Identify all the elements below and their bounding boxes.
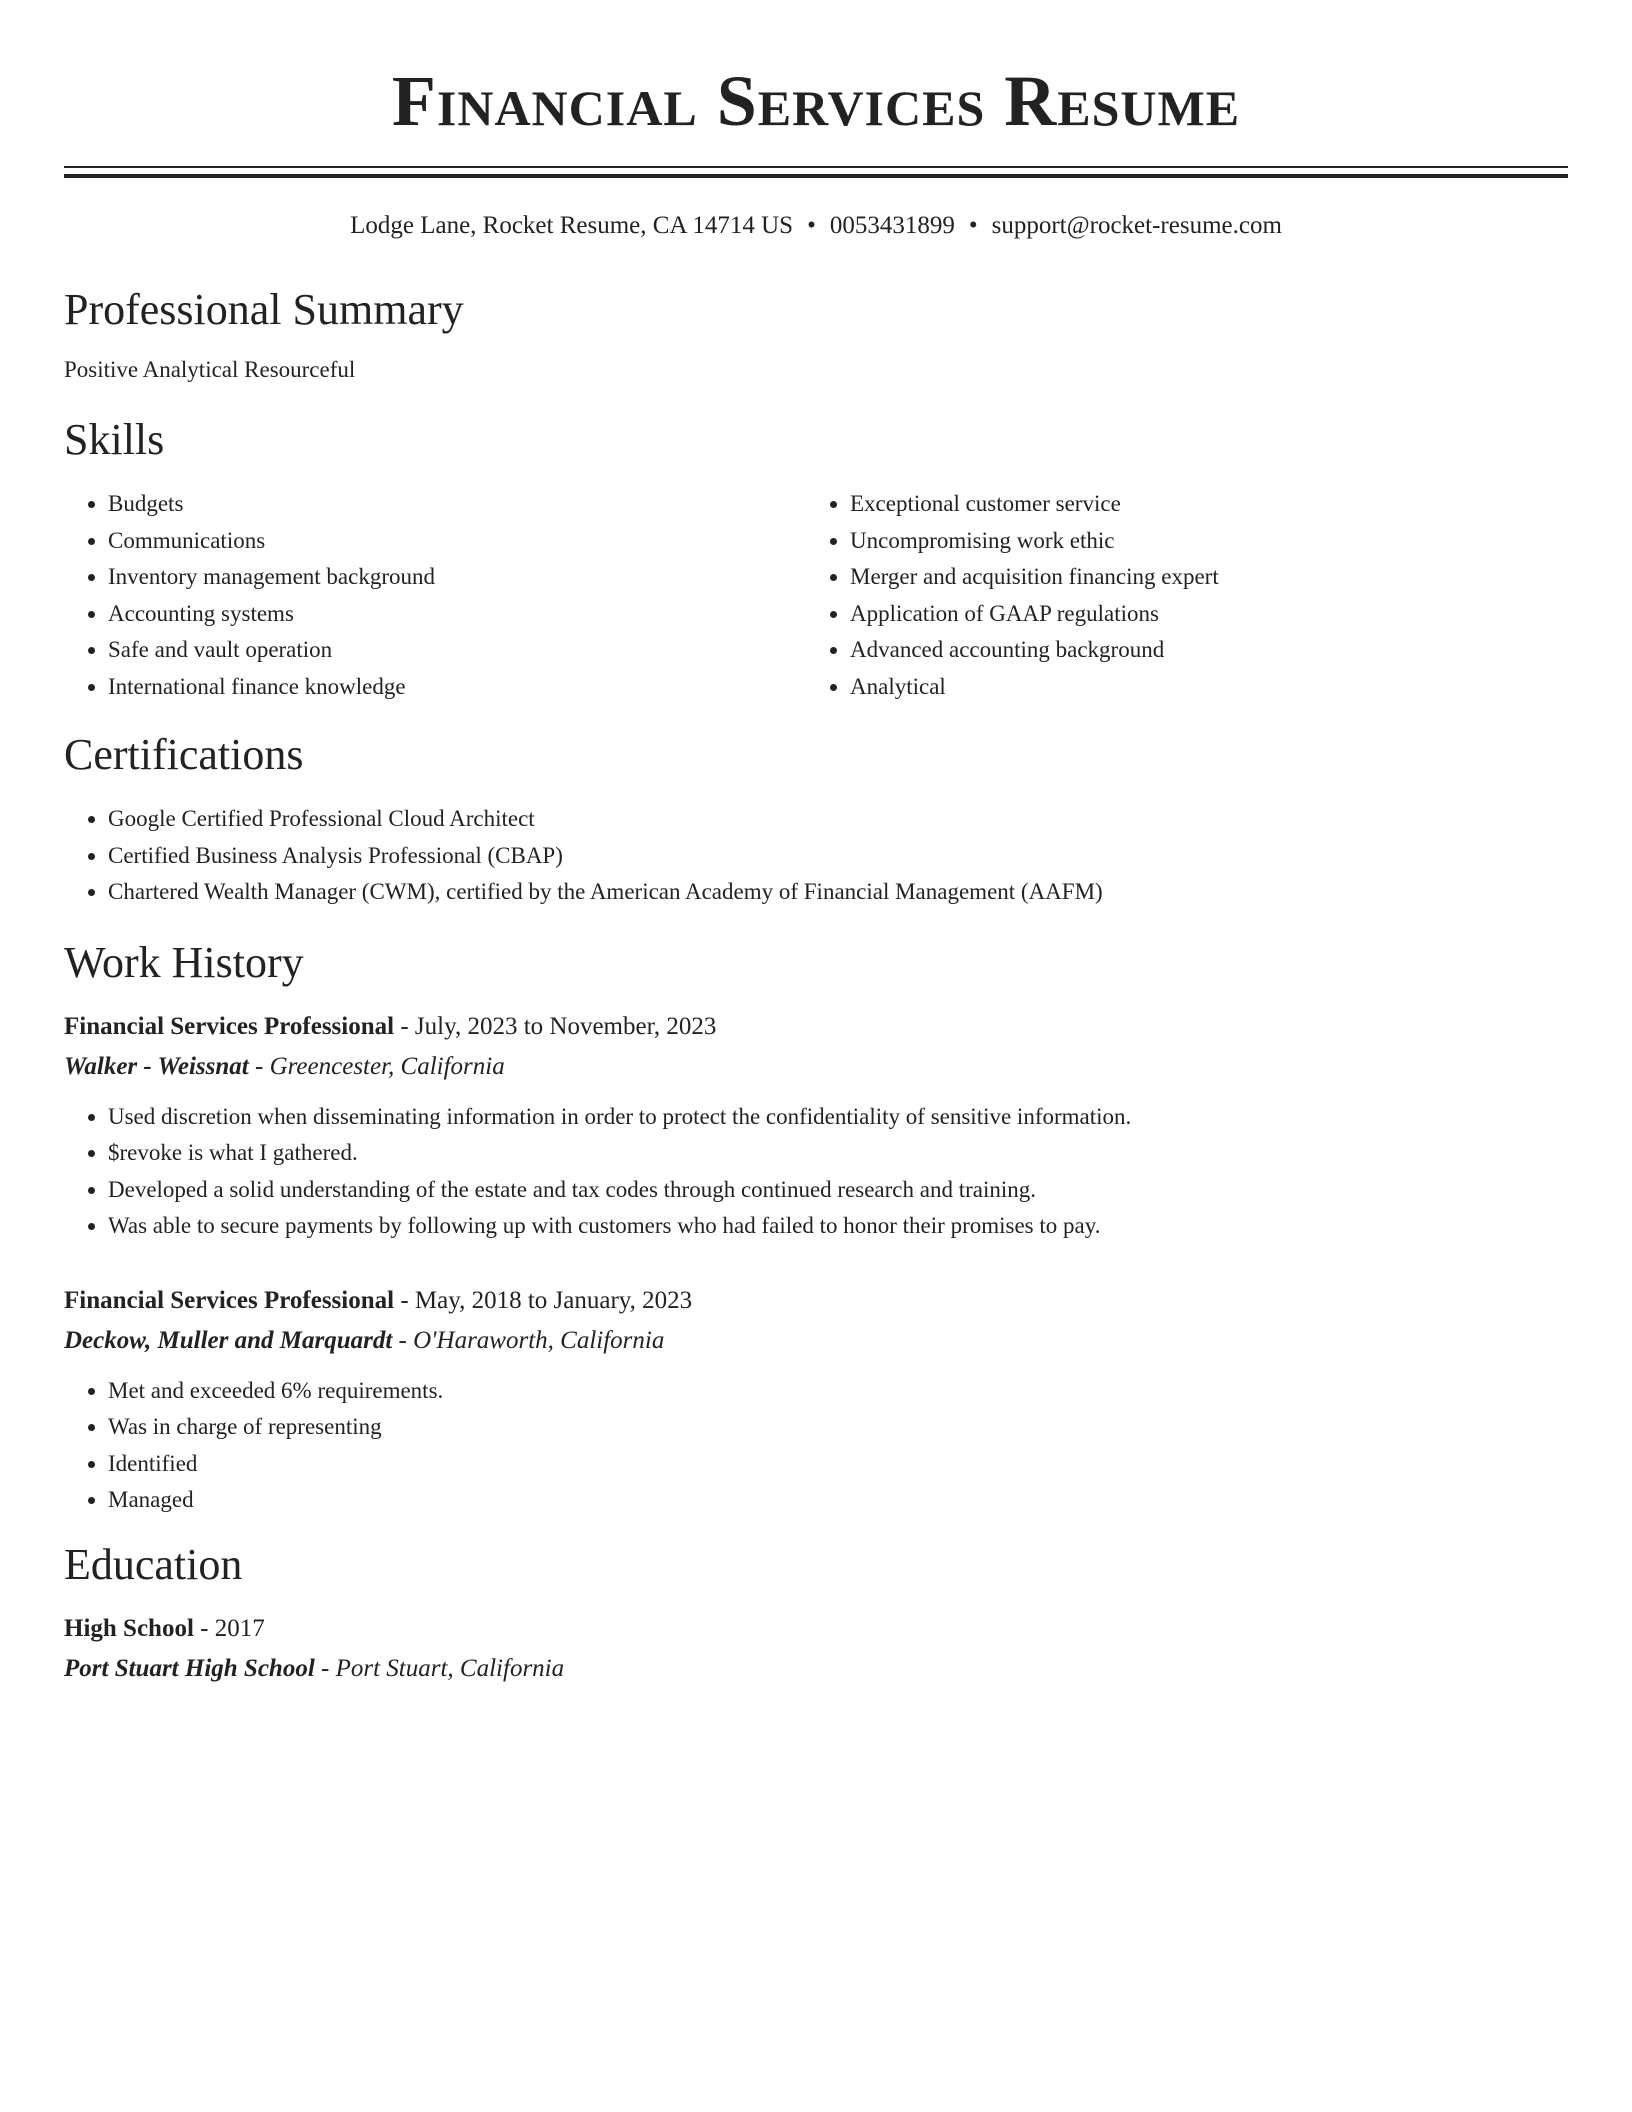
certifications-list	[64, 801, 1568, 911]
education-school-line	[64, 1649, 1568, 1689]
contact-separator: •	[807, 212, 816, 239]
job-title: Financial Services Professional	[64, 1286, 395, 1314]
job-bullet: • Was able to secure payments by following up with customers who had failed to honor their promises to pay.	[108, 1208, 1568, 1245]
resume-title: Financial Services Resume	[391, 61, 1241, 141]
job-employer-line	[64, 1321, 1568, 1361]
summary-text: Positive Analytical Resourceful	[64, 357, 356, 382]
education-degree: High School	[64, 1614, 194, 1642]
skills-grid	[64, 486, 1568, 705]
skill-item: • International finance knowledge	[108, 669, 806, 706]
job-dash: -	[398, 1326, 407, 1354]
skill-item: • Accounting systems	[108, 596, 806, 633]
job-bullet: • Developed a solid understanding of the estate and tax codes through continued research and training.	[108, 1172, 1568, 1209]
contact-line	[64, 210, 1568, 242]
education-entry	[64, 1609, 1568, 1689]
skill-item: • Inventory management background	[108, 559, 806, 596]
education-location: Port Stuart, California	[335, 1654, 565, 1682]
job-bullets	[64, 1373, 1568, 1519]
job-bullet: • Was in charge of representing	[108, 1409, 1568, 1446]
job-dates: May, 2018 to January, 2023	[414, 1286, 693, 1314]
job-title-line	[64, 1281, 1568, 1321]
skill-item: • Budgets	[108, 486, 806, 523]
skill-item: • Communications	[108, 523, 806, 560]
job-entry	[64, 1281, 1568, 1519]
job-bullet: • Met and exceeded 6% requirements.	[108, 1373, 1568, 1410]
job-bullet: • Managed	[108, 1482, 1568, 1519]
certification-item: • Google Certified Professional Cloud Architect	[108, 801, 1568, 838]
skill-item: • Merger and acquisition financing expert	[850, 559, 1548, 596]
job-entry	[64, 1007, 1568, 1245]
education-dash: -	[200, 1614, 209, 1642]
job-bullet: • Used discretion when disseminating information in order to protect the confidentiality of sensitive information.	[108, 1099, 1568, 1136]
certification-item: • Chartered Wealth Manager (CWM), certified by the American Academy of Financial Management (AAFM)	[108, 874, 1568, 911]
job-location: O'Haraworth, California	[413, 1326, 665, 1354]
job-employer-line	[64, 1047, 1568, 1087]
work-history-heading: Work History	[64, 937, 304, 987]
contact-email: support@rocket-resume.com	[991, 212, 1282, 239]
skill-item: • Analytical	[850, 669, 1548, 706]
job-title: Financial Services Professional	[64, 1012, 395, 1040]
education-degree-line	[64, 1609, 1568, 1649]
education-dash: -	[321, 1654, 330, 1682]
skills-list-left	[64, 486, 806, 705]
job-dash: -	[400, 1286, 409, 1314]
skill-item: • Application of GAAP regulations	[850, 596, 1548, 633]
skills-list-right	[806, 486, 1548, 705]
education-year: 2017	[214, 1614, 265, 1642]
skills-heading: Skills	[64, 415, 165, 464]
skill-item: • Safe and vault operation	[108, 632, 806, 669]
skill-item: • Exceptional customer service	[850, 486, 1548, 523]
job-dash: -	[400, 1012, 409, 1040]
job-dash: -	[255, 1052, 264, 1080]
job-employer: Walker - Weissnat	[64, 1052, 249, 1080]
job-bullets	[64, 1099, 1568, 1245]
education-heading: Education	[64, 1539, 243, 1589]
job-bullet: • $revoke is what I gathered.	[108, 1135, 1568, 1172]
skill-item: • Advanced accounting background	[850, 632, 1548, 669]
job-employer: Deckow, Muller and Marquardt	[64, 1326, 393, 1354]
job-dates: July, 2023 to November, 2023	[414, 1012, 717, 1040]
contact-address: Lodge Lane, Rocket Resume, CA 14714 US	[350, 212, 794, 239]
title-divider	[64, 166, 1568, 178]
summary-heading: Professional Summary	[64, 285, 464, 334]
contact-separator: •	[968, 212, 978, 239]
job-title-line	[64, 1007, 1568, 1047]
skill-item: • Uncompromising work ethic	[850, 523, 1548, 560]
contact-phone: 0053431899	[829, 212, 955, 239]
education-school: Port Stuart High School	[64, 1654, 315, 1682]
certification-item: • Certified Business Analysis Professional (CBAP)	[108, 838, 1568, 875]
certifications-heading: Certifications	[64, 730, 304, 779]
job-bullet: • Identified	[108, 1446, 1568, 1483]
job-location: Greencester, California	[269, 1052, 505, 1080]
